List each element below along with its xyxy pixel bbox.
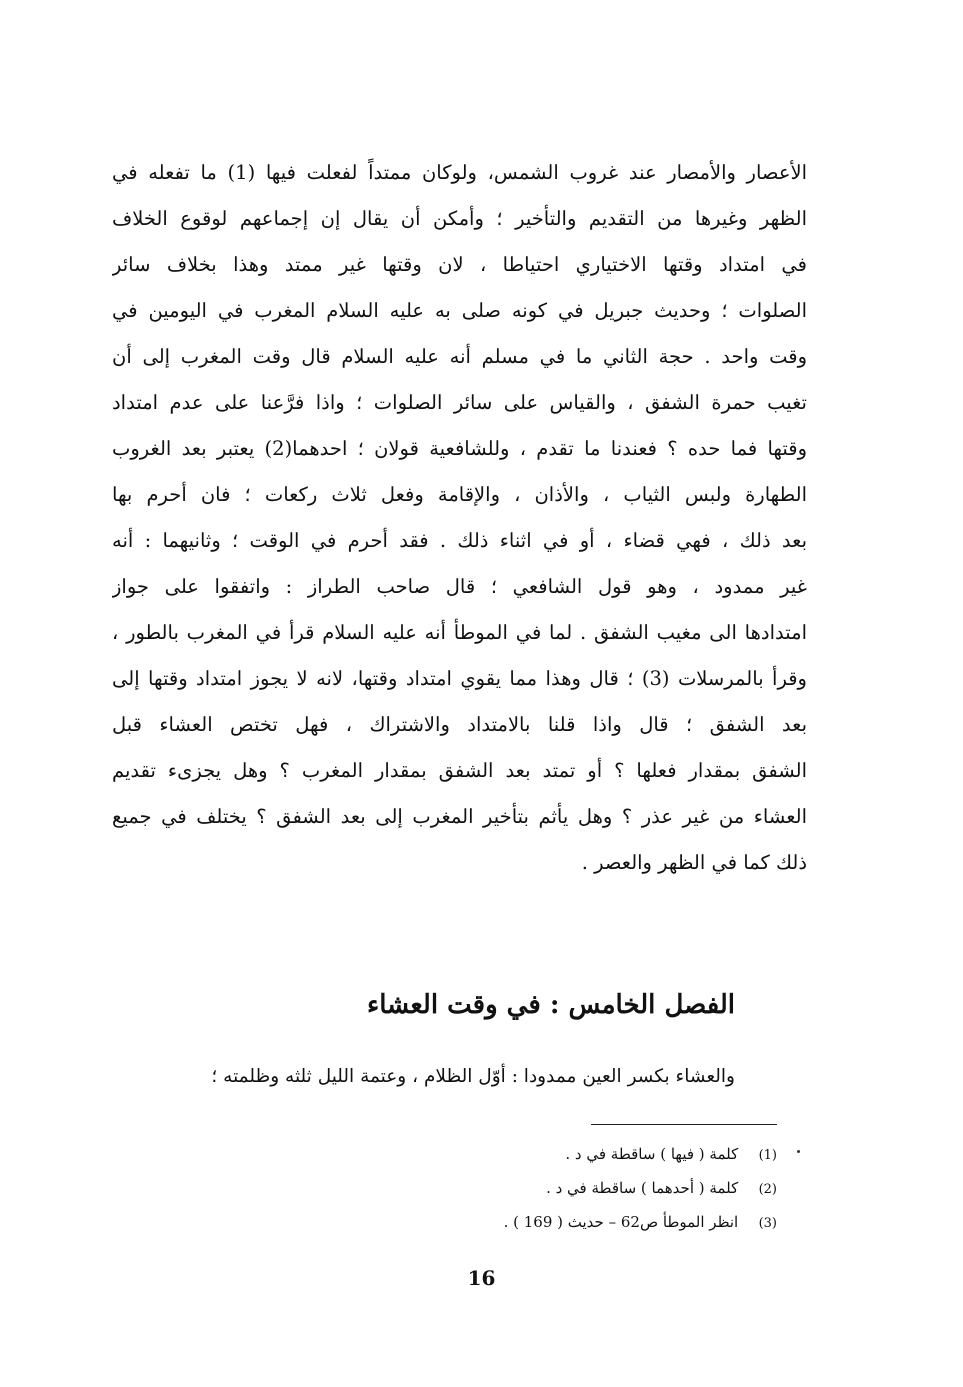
- body-line: الصلوات ؛ وحديث جبريل في كونه صلى به عليه السلام المغرب في اليومين في: [112, 299, 807, 322]
- footnote: [504, 1172, 777, 1206]
- body-line: وقرأ بالمرسلات (3) ؛ قال وهذا مما يقوي امتداد وقتها، لانه لا يجوز امتداد وقتها إلى: [112, 667, 807, 690]
- body-line: الأعصار والأمصار عند غروب الشمس، ولوكان ممتداً لفعلت فيها (1) ما تفعله في: [112, 161, 807, 184]
- footnote-text: انظر الموطأ ص62 – حديث ( 169 ) .: [503, 1213, 739, 1231]
- body-line: امتدادها الى مغيب الشفق . لما في الموطأ أنه عليه السلام قرأ في المغرب بالطور ،: [112, 621, 807, 644]
- footnote-text: كلمة ( فيها ) ساقطة في د .: [565, 1145, 739, 1163]
- section-intro: والعشاء بكسر العين ممدودا : أوّل الظلام ، وعتمة الليل ثلثه وظلمته ؛: [211, 1066, 735, 1087]
- footnote-number: (2): [758, 1182, 777, 1197]
- footnote-text: كلمة ( أحدهما ) ساقطة في د .: [546, 1179, 739, 1197]
- section-title: الفصل الخامس : في وقت العشاء: [367, 990, 735, 1020]
- body-line: بعد الشفق ؛ قال واذا قلنا بالامتداد والاشتراك ، فهل تختص العشاء قبل: [112, 713, 807, 736]
- stray-dot: [797, 1150, 800, 1153]
- body-line: بعد ذلك ، فهي قضاء ، أو في اثناء ذلك . فقد أحرم في الوقت ؛ وثانيهما : أنه: [112, 529, 807, 552]
- body-line: الظهر وغيرها من التقديم والتأخير ؛ وأمكن أن يقال إن إجماعهم لوقوع الخلاف: [112, 207, 807, 230]
- footnotes-list: [504, 1138, 777, 1240]
- page-number: 16: [467, 1266, 496, 1290]
- body-line: الشفق بمقدار فعلها ؟ أو تمتد بعد الشفق بمقدار المغرب ؟ وهل يجزىء تقديم: [112, 759, 807, 782]
- footnote-number: (3): [758, 1216, 777, 1231]
- footnote-separator: [591, 1124, 777, 1125]
- body-line: الطهارة ولبس الثياب ، والأذان ، والإقامة وفعل ثلاث ركعات ؛ فان أحرم بها: [112, 483, 807, 506]
- footnote-number: (1): [758, 1148, 777, 1163]
- footnote: [504, 1206, 777, 1240]
- body-line: غير ممدود ، وهو قول الشافعي ؛ قال صاحب الطراز : واتفقوا على جواز: [112, 575, 807, 598]
- body-line: وقتها فما حده ؟ فعندنا ما تقدم ، وللشافعية قولان ؛ احدهما(2) يعتبر بعد الغروب: [112, 437, 807, 460]
- body-line: وقت واحد . حجة الثاني ما في مسلم أنه عليه السلام قال وقت المغرب إلى أن: [112, 345, 807, 368]
- body-line: في امتداد وقتها الاختياري احتياطا ، لان وقتها غير ممتد وهذا بخلاف سائر: [112, 253, 807, 276]
- body-line: تغيب حمرة الشفق ، والقياس على سائر الصلوات ؛ واذا فرَّعنا على عدم امتداد: [112, 391, 807, 414]
- body-line: ذلك كما في الظهر والعصر .: [581, 851, 807, 874]
- body-line: العشاء من غير عذر ؟ وهل يأثم بتأخير المغرب إلى بعد الشفق ؟ يختلف في جميع: [112, 805, 807, 828]
- footnote: [504, 1138, 777, 1172]
- body-paragraph: [112, 150, 807, 886]
